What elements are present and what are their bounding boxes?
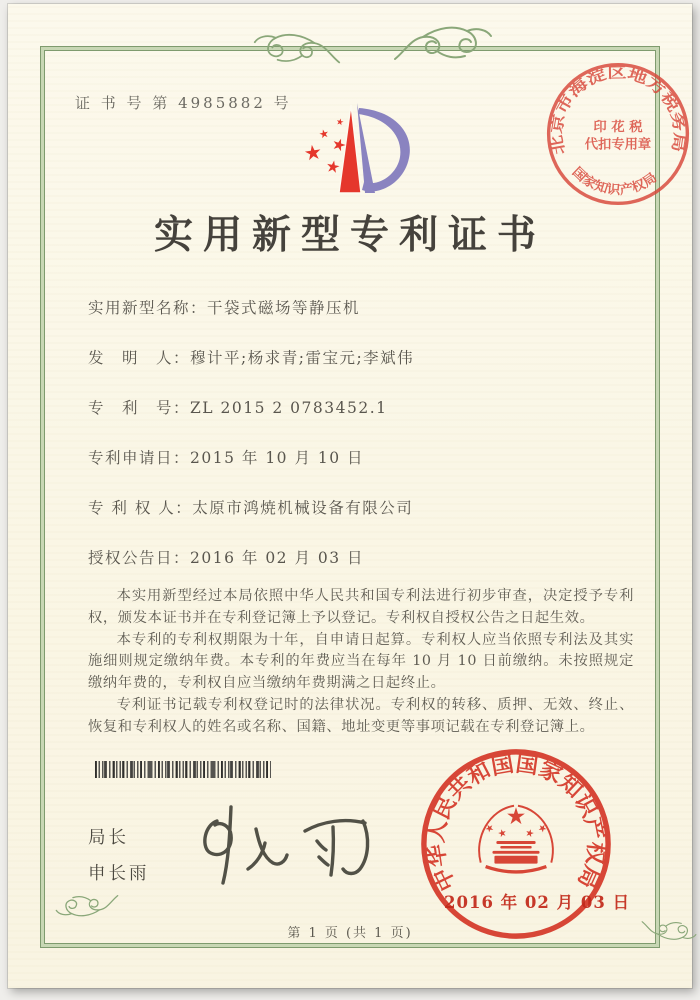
seal-date: 2016 年 02 月 03 日 <box>444 893 631 912</box>
director-title: 局长 <box>88 828 129 848</box>
field-label: 发 明 人： <box>88 349 191 367</box>
national-emblem <box>479 806 553 872</box>
director-signature <box>193 801 388 893</box>
paragraph-grant: 本实用新型经过本局依照中华人民共和国专利法进行初步审查，决定授予专利权，颁发本证书并在专利登记簿上予以登记。专利权自授权公告之日起生效。 <box>88 588 634 626</box>
field-label: 专 利 权 人： <box>88 499 193 517</box>
field-patent-number <box>88 396 628 446</box>
certificate-page <box>8 4 692 988</box>
director-name: 申长雨 <box>88 864 150 884</box>
barcode <box>95 761 271 778</box>
tax-seal-top-arc: 北京市海淀区地方税务局 <box>548 64 688 156</box>
seal-ring-text: 中华人民共和国国家知识产权局 <box>422 750 610 895</box>
fields-block <box>88 296 628 596</box>
field-label: 专 利 号： <box>88 399 191 417</box>
logo-red-wedge <box>339 105 361 193</box>
director-block <box>88 824 150 896</box>
field-value: 2015 年 10 月 10 日 <box>190 449 365 467</box>
field-filing-date <box>88 446 628 496</box>
field-label: 实用新型名称： <box>88 299 208 317</box>
logo-stars <box>304 118 347 174</box>
field-label: 授权公告日： <box>88 549 191 567</box>
tax-seal-bottom-arc: 国家知识产权局 <box>569 164 660 199</box>
tax-seal-line2: 代扣专用章 <box>584 137 652 153</box>
field-value: 干袋式磁场等静压机 <box>207 299 361 317</box>
field-utility-model-name <box>88 296 628 346</box>
paragraph-register: 专利证书记载专利权登记时的法律状况。专利权的转移、质押、无效、终止、恢复和专利权人的姓名或名称、国籍、地址变更等事项记载在专利登记簿上。 <box>88 696 634 735</box>
field-patentee <box>88 496 628 546</box>
paragraph-term-fees: 本专利的专利权期限为十年，自申请日起算。专利权人应当依照专利法及其实施细则规定缴纳年费。本专利的年费应当在每年 10 月 10 日前缴纳。未按照规定缴纳年费的，专利权自应当缴纳年费期满之日起终止。 <box>88 631 634 692</box>
field-value: 穆计平;杨求青;雷宝元;李斌伟 <box>190 349 415 367</box>
stamp-tax-seal <box>542 58 694 210</box>
tax-seal-line1: 印 花 税 <box>593 120 643 136</box>
field-value: ZL 2015 2 0783452.1 <box>190 399 388 417</box>
certificate-title: 实用新型专利证书 <box>153 212 546 258</box>
field-inventors <box>88 346 628 396</box>
logo-purple-p <box>357 103 410 193</box>
sipo-logo <box>300 101 415 197</box>
field-value: 2016 年 02 月 03 日 <box>190 549 365 567</box>
page-number: 第 1 页 (共 1 页) <box>287 926 413 941</box>
top-left-flourish <box>253 28 341 74</box>
top-right-flourish <box>393 20 493 72</box>
field-label: 专利申请日： <box>88 449 191 467</box>
certificate-number: 证 书 号 第 4985882 号 <box>75 94 292 112</box>
legal-text-block <box>88 586 634 739</box>
field-value: 太原市鸿焼机械设备有限公司 <box>192 499 414 517</box>
